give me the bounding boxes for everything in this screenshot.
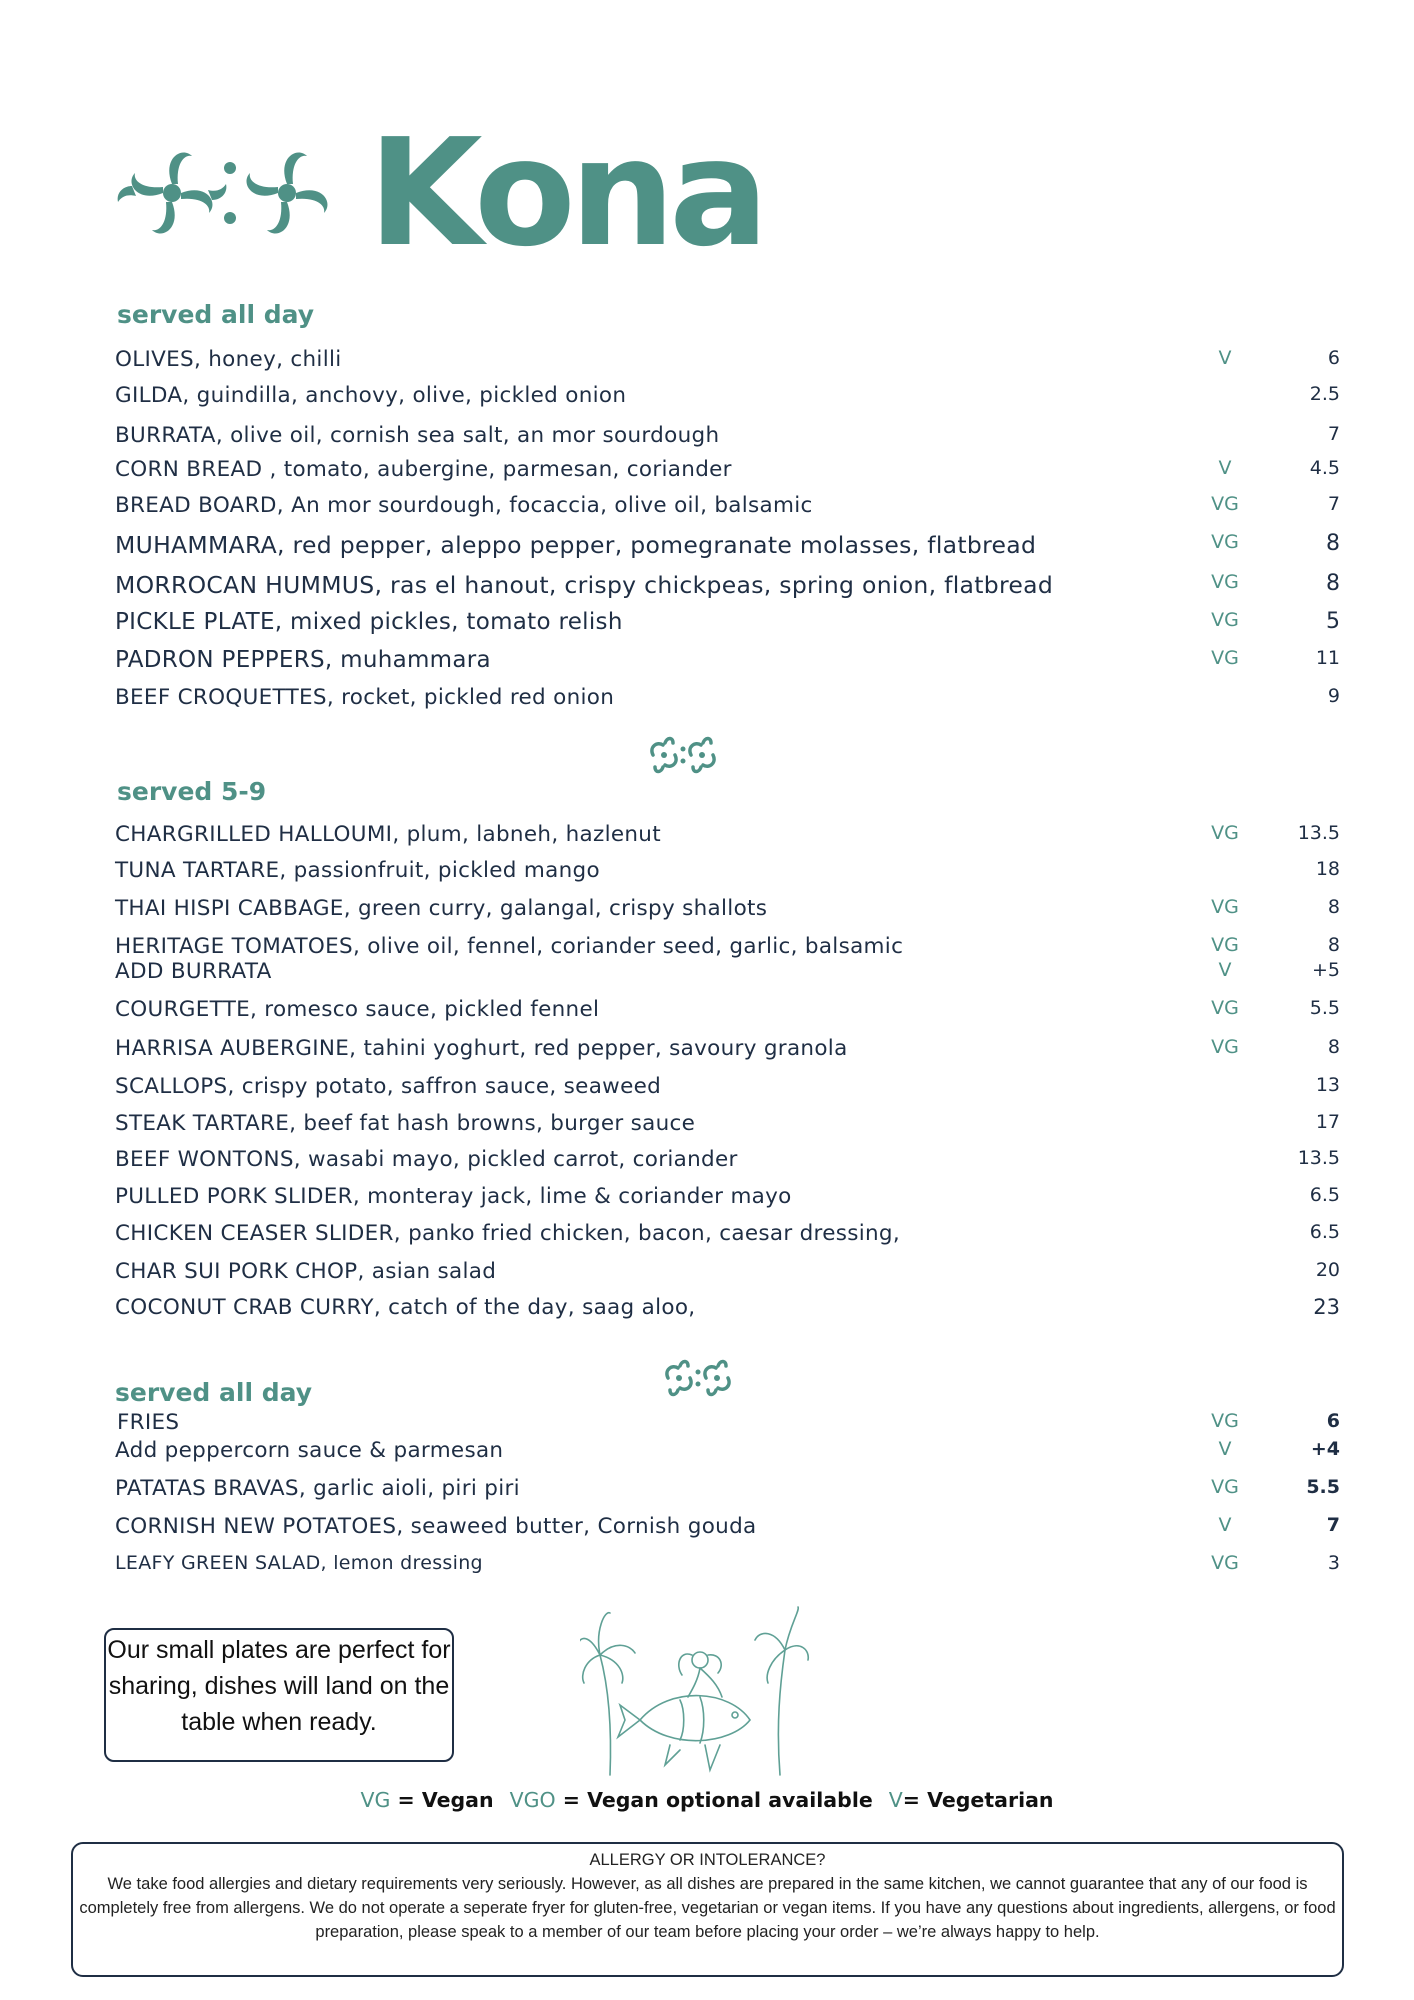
dish-name: BREAD BOARD — [115, 493, 277, 518]
dish-desc: , An mor sourdough, focaccia, olive oil, balsamic — [276, 493, 813, 518]
menu-item — [115, 1438, 1340, 1468]
price: 7 — [1327, 423, 1340, 445]
diet-tag: VG — [1211, 934, 1239, 956]
diet-tag: V — [1218, 1438, 1232, 1460]
price: 8 — [1327, 934, 1340, 956]
price: 17 — [1315, 1111, 1340, 1133]
dish-name: PICKLE PLATE — [115, 609, 275, 635]
dish-name: COURGETTE — [115, 997, 251, 1022]
dish-desc: , plum, labneh, hazlenut — [392, 822, 661, 847]
dish-desc: , passionfruit, pickled mango — [279, 858, 600, 883]
dish-name: STEAK TARTARE — [115, 1111, 290, 1136]
dish-name: LEAFY GREEN SALAD — [115, 1552, 321, 1574]
dish-desc: , tomato, aubergine, parmesan, coriander — [269, 457, 732, 482]
dish-name: CHARGRILLED HALLOUMI — [115, 822, 393, 847]
dish-desc: , monteray jack, lime & coriander mayo — [352, 1184, 792, 1209]
dish-name: HARRISA AUBERGINE — [115, 1036, 350, 1061]
price: 6.5 — [1309, 1221, 1340, 1243]
dish-desc: , romesco sauce, pickled fennel — [250, 997, 600, 1022]
menu-item — [115, 1410, 1340, 1440]
dish-name: CORN BREAD — [115, 457, 270, 482]
diet-tag: VG — [1211, 1410, 1239, 1432]
sharing-note: Our small plates are perfect for sharing, dishes will land on the table when ready. — [104, 1628, 454, 1762]
dish-desc: , crispy potato, saffron sauce, seaweed — [227, 1074, 662, 1099]
menu-item — [115, 1514, 1340, 1544]
diet-tag: VG — [1211, 1476, 1239, 1498]
dish-name: CHICKEN CEASER SLIDER — [115, 1221, 394, 1246]
allergy-heading: ALLERGY OR INTOLERANCE? — [589, 1851, 826, 1869]
diet-tag: VG — [1211, 493, 1239, 515]
dish-name: TUNA TARTARE — [115, 858, 280, 883]
price: 7 — [1327, 493, 1340, 515]
menu-item — [115, 571, 1340, 601]
price: 6 — [1327, 347, 1340, 369]
logo-wordmark: Kona — [368, 107, 763, 279]
menu-item — [115, 1295, 1340, 1325]
dish-desc: , muhammara — [324, 647, 491, 673]
section-title: served all day — [117, 300, 315, 329]
diet-tag: VG — [1211, 531, 1239, 553]
legend-vg-text: = Vegan — [390, 1788, 494, 1812]
diet-tag: VG — [1211, 647, 1239, 669]
dish-name: BEEF CROQUETTES — [115, 685, 327, 710]
dish-desc: , ras el hanout, crispy chickpeas, spring onion, flatbread — [374, 571, 1054, 599]
price: 5.5 — [1306, 1476, 1340, 1498]
dish-desc: , rocket, pickled red onion — [326, 685, 615, 710]
diet-tag: VG — [1211, 997, 1239, 1019]
menu-item — [115, 347, 1340, 377]
menu-item — [115, 959, 1340, 989]
legend-v-text: = Vegetarian — [902, 1788, 1054, 1812]
price: 20 — [1315, 1259, 1340, 1281]
section-title: served all day — [115, 1378, 313, 1407]
sun-swirl-divider-icon — [645, 733, 719, 775]
price: 6.5 — [1309, 1184, 1340, 1206]
price: 8 — [1326, 571, 1340, 596]
dish-name: Add peppercorn sauce & parmesan — [115, 1438, 504, 1463]
dish-name: PADRON PEPPERS — [115, 647, 325, 673]
menu-item — [115, 1221, 1340, 1251]
diet-tag: V — [1218, 457, 1232, 479]
dish-name: ADD BURRATA — [115, 959, 272, 984]
price: 18 — [1315, 858, 1340, 880]
dish-name: CORNISH NEW POTATOES — [115, 1514, 397, 1539]
dish-name: HERITAGE TOMATOES — [115, 934, 353, 959]
menu-item — [115, 647, 1340, 677]
mermaid-fish-illustration-icon — [580, 1605, 810, 1785]
menu-item — [115, 997, 1340, 1027]
menu-item — [115, 685, 1340, 715]
sun-swirl-icon — [112, 128, 352, 258]
menu-item — [115, 896, 1340, 926]
dish-name: MUHAMMARA — [115, 531, 278, 559]
dish-name: BURRATA — [115, 423, 216, 448]
legend-vgo-code: VGO — [509, 1788, 556, 1812]
dish-desc: , green curry, galangal, crispy shallots — [343, 896, 768, 921]
legend-vg-code: VG — [360, 1788, 391, 1812]
dish-name: MORROCAN HUMMUS — [115, 571, 375, 599]
price: +4 — [1310, 1438, 1340, 1460]
menu-item — [115, 1111, 1340, 1141]
dish-name: BEEF WONTONS — [115, 1147, 294, 1172]
price: 6 — [1326, 1410, 1340, 1432]
logo — [112, 107, 763, 279]
dish-desc: , seaweed butter, Cornish gouda — [396, 1514, 757, 1539]
price: 3 — [1327, 1552, 1340, 1574]
diet-tag: VG — [1211, 609, 1239, 631]
dish-name: GILDA — [115, 383, 183, 408]
legend-v-code: V — [888, 1788, 903, 1812]
diet-tag: VG — [1211, 822, 1239, 844]
menu-item — [115, 1476, 1340, 1506]
dish-desc: , red pepper, aleppo pepper, pomegranate molasses, flatbread — [277, 531, 1037, 559]
menu-item — [115, 493, 1340, 523]
dish-desc: , olive oil, fennel, coriander seed, garlic, balsamic — [352, 934, 904, 959]
diet-tag: VG — [1211, 571, 1239, 593]
dish-name: PATATAS BRAVAS — [115, 1476, 299, 1501]
dish-name: THAI HISPI CABBAGE — [115, 896, 344, 921]
diet-tag: V — [1218, 959, 1232, 981]
legend-vgo-text: = Vegan optional available — [555, 1788, 873, 1812]
menu-item — [115, 457, 1340, 487]
dish-desc: , catch of the day, saag aloo, — [373, 1295, 696, 1320]
menu-item — [115, 383, 1340, 413]
menu-item — [115, 1036, 1340, 1066]
menu-item — [115, 1184, 1340, 1214]
section-title: served 5-9 — [117, 777, 267, 806]
menu-item — [115, 858, 1340, 888]
price: 11 — [1315, 647, 1340, 669]
price: 13 — [1315, 1074, 1340, 1096]
allergy-notice — [71, 1842, 1344, 1977]
menu-item — [115, 423, 1340, 453]
dish-desc: , panko fried chicken, bacon, caesar dressing, — [393, 1221, 901, 1246]
dish-name: COCONUT CRAB CURRY — [115, 1295, 374, 1320]
menu-item — [115, 1074, 1340, 1104]
price: 8 — [1327, 896, 1340, 918]
dish-name: OLIVES — [115, 347, 194, 372]
price: 7 — [1326, 1514, 1340, 1536]
price: 4.5 — [1309, 457, 1340, 479]
dish-desc: , olive oil, cornish sea salt, an mor sourdough — [215, 423, 720, 448]
dish-desc: , honey, chilli — [193, 347, 342, 372]
menu-item — [115, 1552, 1340, 1582]
dish-name: CHAR SUI PORK CHOP — [115, 1259, 358, 1284]
diet-tag: VG — [1211, 1036, 1239, 1058]
dish-desc: , tahini yoghurt, red pepper, savoury granola — [349, 1036, 848, 1061]
price: 13.5 — [1297, 1147, 1340, 1169]
dish-desc: , mixed pickles, tomato relish — [274, 609, 623, 635]
menu-item — [115, 822, 1340, 852]
price: 8 — [1327, 1036, 1340, 1058]
dish-name: PULLED PORK SLIDER — [115, 1184, 353, 1209]
price: 2.5 — [1309, 383, 1340, 405]
price: 5 — [1326, 609, 1340, 634]
diet-tag: V — [1218, 347, 1232, 369]
dish-desc: , garlic aioli, piri piri — [298, 1476, 520, 1501]
dish-name: FRIES — [117, 1410, 180, 1435]
price: +5 — [1311, 959, 1340, 981]
dietary-legend — [0, 1788, 1414, 1812]
price: 9 — [1327, 685, 1340, 707]
menu-item — [115, 1259, 1340, 1289]
price: 13.5 — [1297, 822, 1340, 844]
dish-desc: , guindilla, anchovy, olive, pickled onion — [182, 383, 627, 408]
diet-tag: V — [1218, 1514, 1232, 1536]
allergy-body: We take food allergies and dietary requirements very seriously. However, as all dishes are prepared in the same kitchen, we cannot guarantee that any of our food is completely free from allergens. We do not operate a seperate fryer for gluten-free, vegetarian or vegan items. If you have any questions about ingredients, allergens, or food preparation, please speak to a member of our team before placing your order – we’re always happy to help. — [79, 1875, 1336, 1941]
dish-desc: , wasabi mayo, pickled carrot, coriander — [293, 1147, 738, 1172]
menu-item — [115, 531, 1340, 561]
menu-item — [115, 609, 1340, 639]
dish-name: SCALLOPS — [115, 1074, 228, 1099]
diet-tag: VG — [1211, 896, 1239, 918]
price: 5.5 — [1309, 997, 1340, 1019]
dish-desc: , beef fat hash browns, burger sauce — [289, 1111, 696, 1136]
menu-item — [115, 1147, 1340, 1177]
diet-tag: VG — [1211, 1552, 1239, 1574]
price: 23 — [1313, 1295, 1340, 1319]
dish-desc: , asian salad — [357, 1259, 497, 1284]
dish-desc: , lemon dressing — [320, 1552, 483, 1574]
price: 8 — [1326, 531, 1340, 556]
sun-swirl-divider-icon — [660, 1356, 734, 1398]
